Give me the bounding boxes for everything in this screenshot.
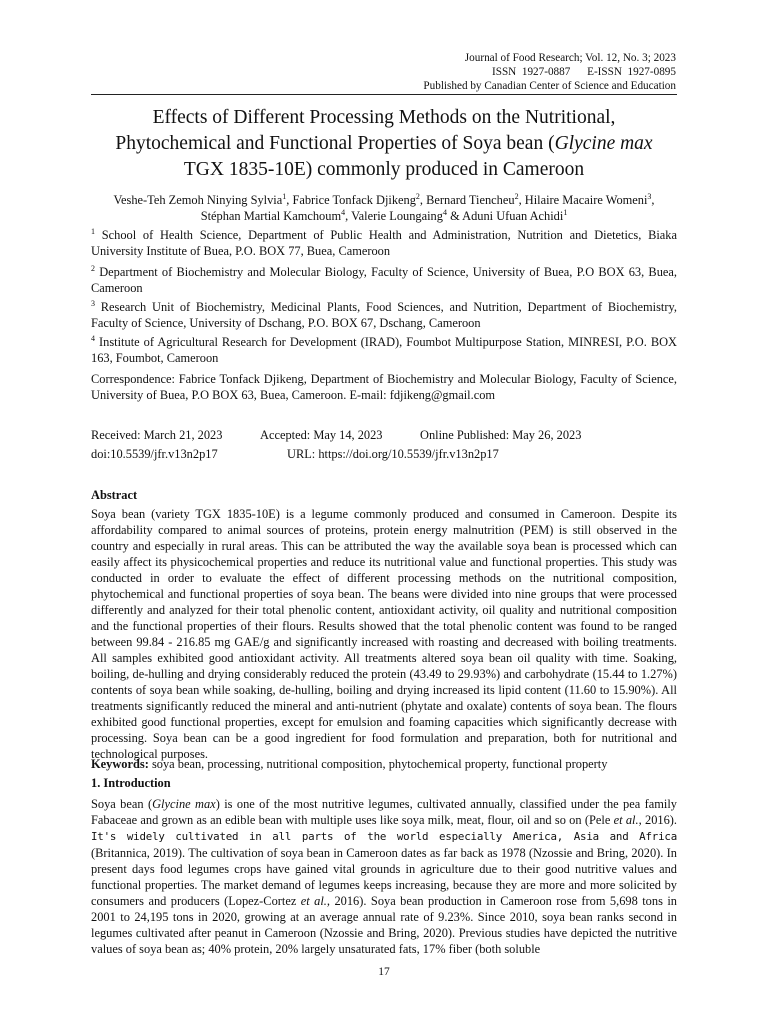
intro-text: 2016). Soya bean production in Cameroon rose from 5,698 tons in 2001 to 24,195 tons in 2020, growing at an average annual rate of 9.23%. Since 2010, soya bean ranks second in legumes cultivated after peanut in Cameroon (Nzossie and Bring, 2020). Previous studies have depicted the nutritive values of soya bean as; 40% protein, 20% largely unsaturated fats, 17% fiber (both soluble [91,894,677,956]
intro-text: Soya bean ( [91,797,153,811]
intro-text: ) is one of the most nutritive legumes, cultivated annually, classified under the pea family Fabaceae and grown as an edible bean with multiple uses like soya milk, meat, flour, oil and so on (Pele [91,797,677,827]
affiliation-text: Institute of Agricultural Research for Development (IRAD), Foumbot Multipurpose Station, MINRESI, P.O. BOX 163, Foumbot, Cameroon [91,335,677,365]
title-species: Glycine max [554,133,653,154]
abstract-heading: Abstract [91,488,138,502]
affiliation-number: 4 [91,333,95,343]
affiliation-text: Research Unit of Biochemistry, Medicinal Plants, Food Sciences, and Nutrition, Department of Biochemistry, Faculty of Science, University of Dschang, P.O. BOX 67, Dschang, Cameroon [91,300,677,330]
correspondence-text: Correspondence: Fabrice Tonfack Djikeng, Department of Biochemistry and Molecular Biology, Faculty of Science, University of Buea, P.O BOX 63, Buea, Cameroon. E-mail: fdjikeng@gmail.com [91,372,677,402]
affiliation-marker: 1 [563,207,568,217]
affiliation-1 [91,227,677,259]
intro-etal: et al., [300,894,331,908]
intro-species: Glycine max [152,797,216,811]
author: Hilaire Macaire Womeni [524,193,648,207]
accepted-date: Accepted: May 14, 2023 [260,428,383,442]
author: Veshe-Teh Zemoh Ninying Sylvia [113,193,283,207]
journal-name: Journal of Food Research; Vol. 12, No. 3; 2023 [464,52,676,64]
abstract-body: Soya bean (variety TGX 1835-10E) is a legume commonly produced and consumed in Cameroon. Despite its affordability compared to animal sources of proteins, protein energy malnutrition (PEM) is still observed in the country and especially in rural areas. This can be attributed the way the available soya bean is processed which can easily affect its physicochemical properties and reduce its nutritional value and functional properties. This study was conducted in order to evaluate the effect of different processing methods on the nutritional composition, phytochemical and functional properties of soya bean. The beans were divided into nine groups that were processed differently and analyzed for their total phenolic content, antioxidant activity, oil quality and nutritional composition and the functional properties of their flours. Results showed that the total phenolic content was found to be ranged between 99.84 - 216.85 mg GAE/g and significantly increased with roasting and decreased with boiling treatments. All samples exhibited good antioxidant activity. All treatments altered soya bean oil quality with time. Soaking, boiling, de-hulling and drying considerably reduced the protein (43.49 to 29.93%) and carbohydrate (15.44 to 1.27%) contents of soya bean while soaking, de-hulling, boiling and drying increased its lipid content (11.60 to 15.90%). All treatments significantly reduced the mineral and anti-nutrient (phytate and oxalate) contents of soya bean. The flours exhibited good functional properties, except for emulsion and foaming capacities which significantly decrease with processing. Soya bean can be a good ingredient for food formulation and preparation, both for nutritional and technological purposes. [91,507,677,761]
affiliation-number: 2 [91,263,95,273]
paper-title [80,105,688,183]
author: Bernard Tiencheu [426,193,515,207]
intro-text: (Britannica, 2019). The cultivation of soya bean in Cameroon dates as far back as 1978 (Nzossie and Bring, 2020). In present days food legumes crops have gained vital grounds in agriculture due to their good nutritive values and functional properties. The market demand of legumes keeps increasing, because they are more and more solicited by consumers and producers (Lopez-Cortez [91,846,677,908]
page-number: 17 [378,966,390,978]
doi-url-link[interactable]: URL: https://doi.org/10.5539/jfr.v13n2p17 [287,447,499,461]
keywords-text: soya bean, processing, nutritional composition, phytochemical property, functional property [151,757,608,771]
issn-line: ISSN 1927-0887 E-ISSN 1927-0895 [492,66,676,78]
affiliation-text: Department of Biochemistry and Molecular Biology, Faculty of Science, University of Buea, P.O BOX 63, Buea, Cameroon [91,265,677,295]
affiliation-marker: 4 [442,207,447,217]
title-line-3: TGX 1835-10E) commonly produced in Cameroon [183,159,585,180]
affiliation-text: School of Health Science, Department of Public Health and Administration, Nutrition and Dietetics, Biaka University Institute of Buea, P.O. BOX 77, Buea, Cameroon [91,228,677,258]
header-divider [91,94,677,95]
journal-header [423,51,676,93]
affiliation-marker: 2 [415,191,420,201]
author-list: Veshe-Teh Zemoh Ninying Sylvia$^1$, Fabrice Tonfack Djikeng$^2$, Bernard Tiencheu$^2$, Hilaire Macaire Womeni$^3$, Stéphan Martial Kamchoum$^4$, Valerie Loungaing$^4$ & Aduni Ufuan Achidi$^1$ [113,191,655,223]
affiliation-marker: 4 [341,207,346,217]
author: Aduni Ufuan Achidi [462,209,564,223]
correspondence [91,371,677,403]
affiliation-marker: 2 [514,191,519,201]
author: Fabrice Tonfack Djikeng [292,193,416,207]
publisher-line: Published by Canadian Center of Science and Education [423,80,676,92]
author: Stéphan Martial Kamchoum [200,209,342,223]
author: Valerie Loungaing [351,209,443,223]
affiliation-3 [91,299,677,331]
affiliation-number: 1 [91,226,95,236]
published-date: Online Published: May 26, 2023 [420,428,582,442]
keywords-label: Keywords: [91,757,149,771]
affiliation-2 [91,264,677,296]
introduction-section [91,775,677,957]
intro-mono-text: It's widely cultivated in all parts of the world especially America, Asia and Africa [91,830,677,843]
affiliation-number: 3 [91,298,95,308]
affiliation-marker: 1 [282,191,287,201]
intro-text: 2016). [641,813,678,827]
doi-text: doi:10.5539/jfr.v13n2p17 [91,447,218,461]
affiliation-marker: 3 [647,191,652,201]
received-date: Received: March 21, 2023 [91,428,223,442]
introduction-paragraph [91,796,677,957]
author-ampersand: & [450,209,460,223]
abstract-section [91,487,677,762]
title-line-1: Effects of Different Processing Methods on the Nutritional, [152,107,616,128]
intro-etal: et al., [613,813,642,827]
introduction-heading: 1. Introduction [91,776,171,790]
affiliation-4 [91,334,677,366]
keywords [91,756,677,772]
title-line-2: Phytochemical and Functional Properties of Soya bean ( [115,133,555,154]
